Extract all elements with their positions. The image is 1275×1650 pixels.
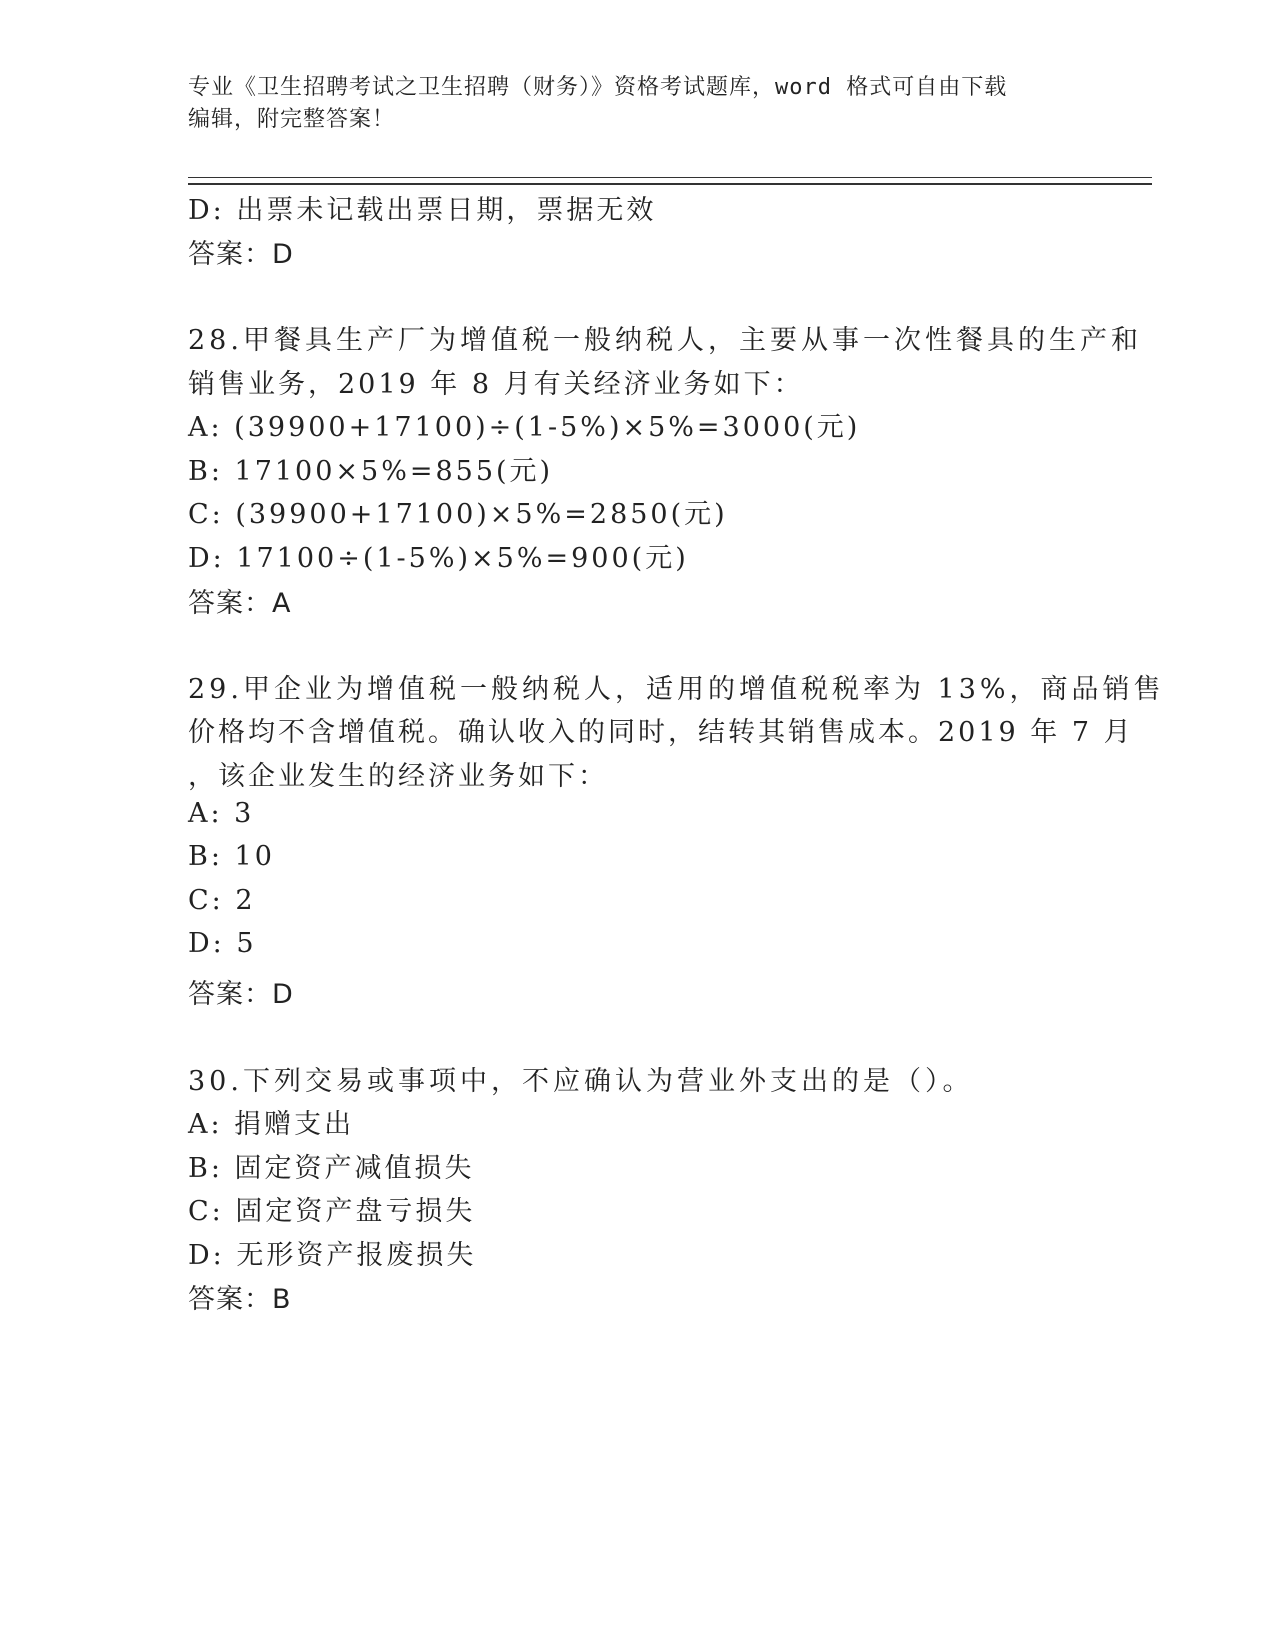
header-line-1: 专业《卫生招聘考试之卫生招聘（财务）》资格考试题库，word 格式可自由下载: [188, 75, 1008, 100]
q30-option-c: C: 固定资产盘亏损失: [188, 1196, 476, 1227]
q30-stem-line-1: 30.下列交易或事项中，不应确认为营业外支出的是（）。: [188, 1066, 974, 1097]
q30-option-b: B: 固定资产减值损失: [188, 1153, 475, 1184]
prev-option-d: D: 出票未记载出票日期，票据无效: [188, 195, 657, 226]
q28-option-b: B: 17100×5%=855(元): [188, 456, 554, 487]
prev-answer: 答案：D: [188, 239, 294, 270]
document-header: [188, 72, 1088, 136]
q29-stem-line-3: ，该企业发生的经济业务如下：: [188, 761, 608, 792]
q29-option-b: B: 10: [188, 841, 275, 872]
q29-option-c: C: 2: [188, 885, 256, 916]
header-divider-thin: [188, 177, 1152, 178]
q28-stem-line-2: 销售业务，2019 年 8 月有关经济业务如下：: [188, 369, 804, 400]
q29-option-d: D: 5: [188, 928, 257, 959]
q29-stem-line-1: 29.甲企业为增值税一般纳税人，适用的增值税税率为 13%，商品销售: [188, 674, 1165, 705]
header-line-2: 编辑，附完整答案！: [188, 107, 396, 132]
q29-answer: 答案：D: [188, 979, 294, 1010]
q30-answer: 答案：B: [188, 1284, 292, 1315]
q30-option-d: D: 无形资产报废损失: [188, 1240, 477, 1271]
q28-stem-line-1: 28.甲餐具生产厂为增值税一般纳税人，主要从事一次性餐具的生产和: [188, 325, 1142, 356]
q30-option-a: A: 捐赠支出: [188, 1109, 355, 1140]
header-divider-thick: [188, 183, 1152, 185]
q28-option-d: D: 17100÷(1-5%)×5%=900(元): [188, 543, 689, 574]
q28-answer: 答案：A: [188, 588, 292, 619]
q28-option-c: C: (39900+17100)×5%=2850(元): [188, 499, 728, 530]
q29-option-a: A: 3: [188, 798, 255, 829]
q29-stem-line-2: 价格均不含增值税。确认收入的同时，结转其销售成本。2019 年 7 月: [188, 717, 1134, 748]
q28-option-a: A: (39900+17100)÷(1-5%)×5%=3000(元): [188, 412, 861, 443]
